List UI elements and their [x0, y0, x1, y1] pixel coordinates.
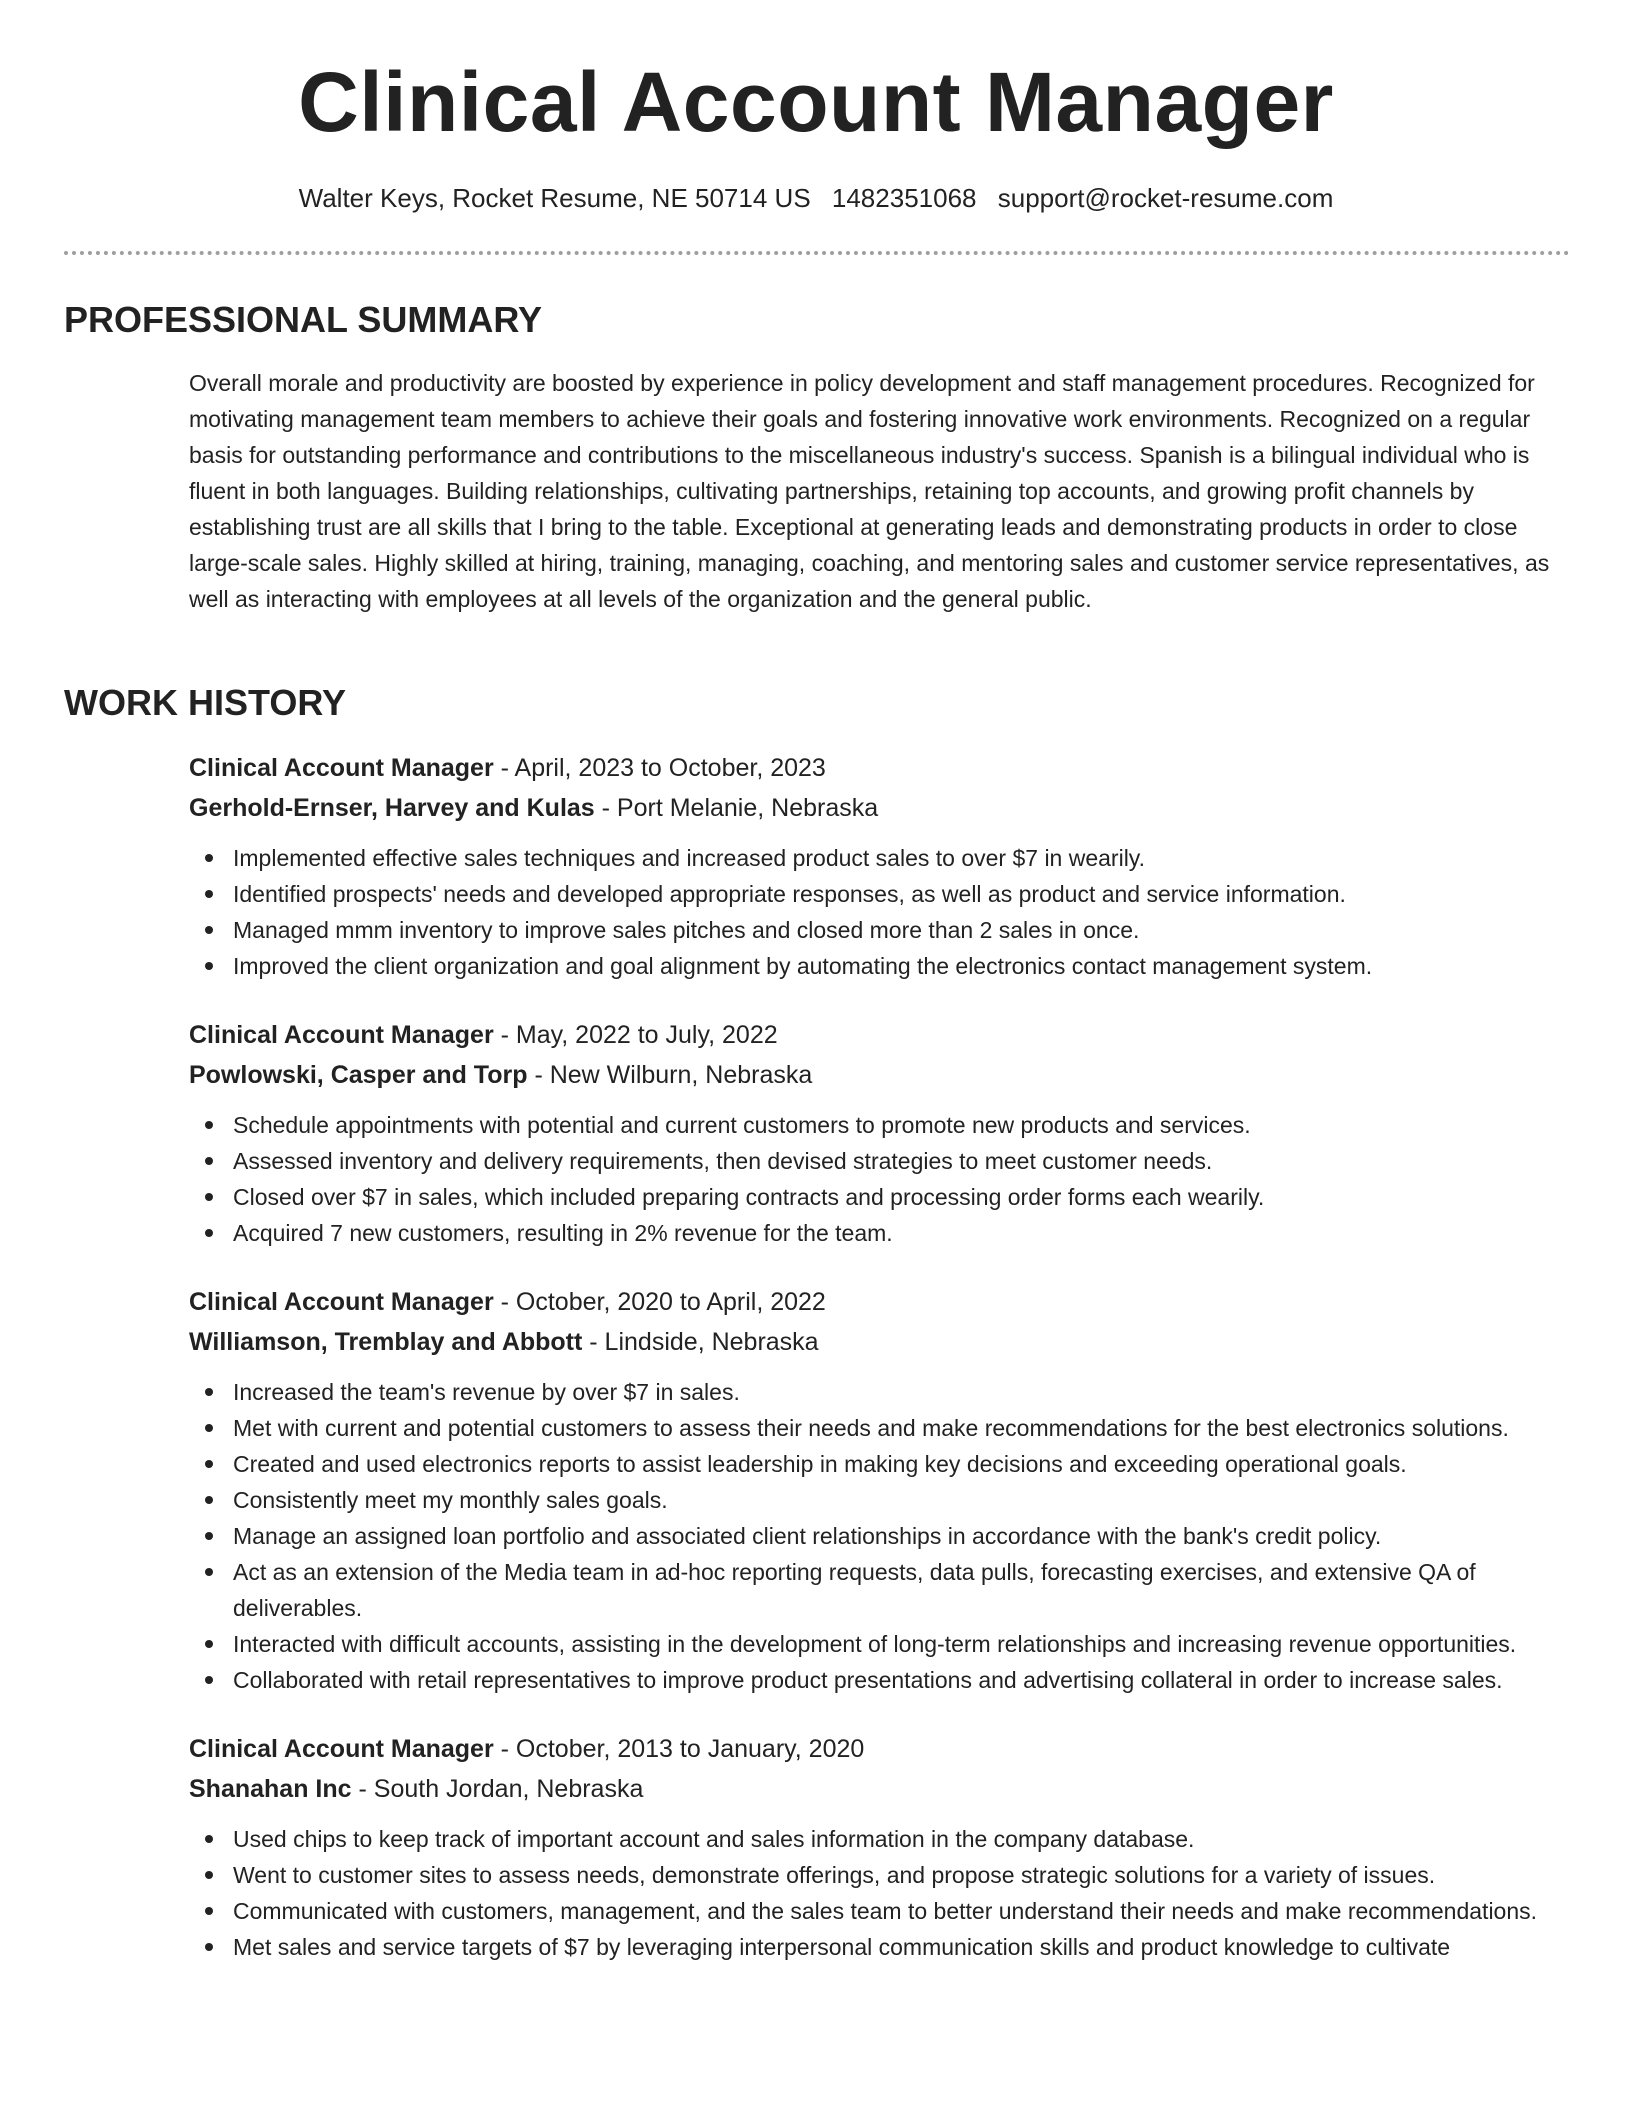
- job-bullet-list: [189, 1107, 1569, 1251]
- job-company: Williamson, Tremblay and Abbott: [189, 1328, 583, 1356]
- section-heading-summary: PROFESSIONAL SUMMARY: [64, 299, 543, 340]
- contact-email[interactable]: support@rocket-resume.com: [997, 183, 1334, 213]
- job-bullet: Manage an assigned loan portfolio and associated client relationships in accordance with the bank's credit policy.: [233, 1518, 1569, 1554]
- job-bullet: Interacted with difficult accounts, assisting in the development of long-term relationships and increasing revenue opportunities.: [233, 1626, 1569, 1662]
- job-bullet: Met with current and potential customers to assess their needs and make recommendations for the best electronics solutions.: [233, 1410, 1569, 1446]
- job-bullet: Improved the client organization and goal alignment by automating the electronics contact management system.: [233, 948, 1569, 984]
- job-title: Clinical Account Manager: [189, 1735, 494, 1763]
- job-bullet: Schedule appointments with potential and current customers to promote new products and services.: [233, 1107, 1569, 1143]
- job-bullet: Assessed inventory and delivery requirements, then devised strategies to meet customer needs.: [233, 1143, 1569, 1179]
- job-company: Powlowski, Casper and Torp: [189, 1061, 528, 1089]
- job-company-line: [189, 1055, 1569, 1095]
- job-company: Gerhold-Ernser, Harvey and Kulas: [189, 794, 595, 822]
- job-bullet: Communicated with customers, management, and the sales team to better understand their needs and make recommendations.: [233, 1893, 1569, 1929]
- job-bullet-list: [189, 1374, 1569, 1698]
- summary-text: Overall morale and productivity are boosted by experience in policy development and staff management procedures. Recognized for motivating management team members to achieve their goals and fostering innovative work environments. Recognized on a regular basis for outstanding performance and contributions to the miscellaneous industry's success. Spanish is a bilingual individual who is fluent in both languages. Building relationships, cultivating partnerships, retaining top accounts, and growing profit channels by establishing trust are all skills that I bring to the table. Exceptional at generating leads and demonstrating products in order to close large-scale sales. Highly skilled at hiring, training, managing, coaching, and mentoring sales and customer service representatives, as well as interacting with employees at all levels of the organization and the general public.: [189, 370, 1550, 612]
- job-location: - Port Melanie, Nebraska: [594, 794, 879, 822]
- section-heading-work-history: WORK HISTORY: [64, 682, 347, 723]
- job-bullet: Went to customer sites to assess needs, demonstrate offerings, and propose strategic solutions for a variety of issues.: [233, 1857, 1569, 1893]
- job-dates: - May, 2022 to July, 2022: [493, 1021, 778, 1049]
- job-bullet: Acquired 7 new customers, resulting in 2% revenue for the team.: [233, 1215, 1569, 1251]
- job-bullet: Act as an extension of the Media team in ad-hoc reporting requests, data pulls, forecasting exercises, and extensive QA of deliverables.: [233, 1554, 1569, 1626]
- job-company-line: [189, 788, 1569, 828]
- job-entry: [189, 748, 1569, 984]
- job-title-line: [189, 748, 1569, 788]
- job-company: Shanahan Inc: [189, 1775, 352, 1803]
- job-company-line: [189, 1322, 1569, 1362]
- job-bullet: Closed over $7 in sales, which included preparing contracts and processing order forms each wearily.: [233, 1179, 1569, 1215]
- job-bullet: Collaborated with retail representatives to improve product presentations and advertising collateral in order to increase sales.: [233, 1662, 1569, 1698]
- job-bullet: Implemented effective sales techniques and increased product sales to over $7 in wearily.: [233, 840, 1569, 876]
- job-title: Clinical Account Manager: [189, 754, 494, 782]
- job-dates: - October, 2020 to April, 2022: [493, 1288, 826, 1316]
- job-bullet: Created and used electronics reports to assist leadership in making key decisions and exceeding operational goals.: [233, 1446, 1569, 1482]
- contact-phone[interactable]: 1482351068: [831, 183, 977, 213]
- job-title-line: [189, 1282, 1569, 1322]
- job-bullet: Increased the team's revenue by over $7 in sales.: [233, 1374, 1569, 1410]
- job-bullet-list: [189, 1821, 1569, 1965]
- job-bullet-list: [189, 840, 1569, 984]
- job-entry: [189, 1729, 1569, 1965]
- job-title: Clinical Account Manager: [189, 1288, 494, 1316]
- job-dates: - October, 2013 to January, 2020: [493, 1735, 865, 1763]
- work-history-list: [189, 748, 1569, 1996]
- job-bullet: Used chips to keep track of important account and sales information in the company database.: [233, 1821, 1569, 1857]
- contact-address: Walter Keys, Rocket Resume, NE 50714 US: [298, 183, 811, 213]
- contact-line: [0, 180, 1632, 216]
- job-location: - New Wilburn, Nebraska: [527, 1061, 813, 1089]
- job-title-line: [189, 1729, 1569, 1769]
- job-company-line: [189, 1769, 1569, 1809]
- job-location: - Lindside, Nebraska: [582, 1328, 819, 1356]
- job-entry: [189, 1282, 1569, 1698]
- resume-title: Clinical Account Manager: [298, 55, 1334, 149]
- job-location: - South Jordan, Nebraska: [351, 1775, 644, 1803]
- header-divider: [64, 251, 1570, 255]
- job-title: Clinical Account Manager: [189, 1021, 494, 1049]
- job-dates: - April, 2023 to October, 2023: [493, 754, 826, 782]
- job-bullet: Consistently meet my monthly sales goals.: [233, 1482, 1569, 1518]
- job-bullet: Met sales and service targets of $7 by leveraging interpersonal communication skills and product knowledge to cultivate: [233, 1929, 1569, 1965]
- job-bullet: Identified prospects' needs and developed appropriate responses, as well as product and service information.: [233, 876, 1569, 912]
- job-entry: [189, 1015, 1569, 1251]
- job-bullet: Managed mmm inventory to improve sales pitches and closed more than 2 sales in once.: [233, 912, 1569, 948]
- job-title-line: [189, 1015, 1569, 1055]
